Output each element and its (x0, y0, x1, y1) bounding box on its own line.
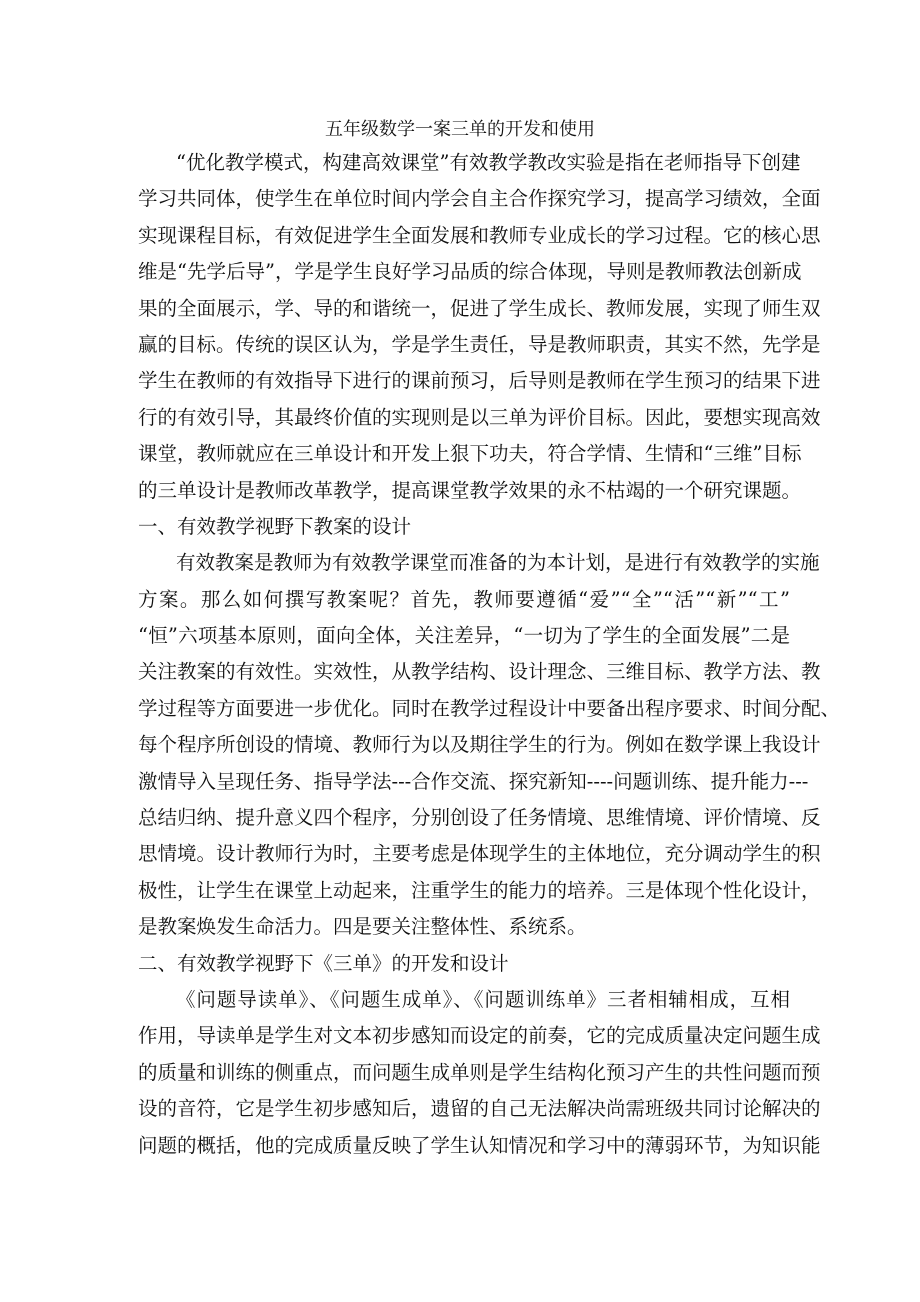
paragraph-2 (138, 545, 841, 945)
text-line: “优化教学模式，构建高效课堂”有效教学教改实验是指在老师指导下创建 (176, 151, 801, 174)
text-line: 学生在教师的有效指导下进行的课前预习，后导则是教师在学生预习的结果下进 (138, 369, 821, 393)
section-heading-2: 二、有效教学视野下《三单》的开发和设计 (138, 951, 509, 975)
text-line: 赢的目标。传统的误区认为，学是学生责任，导是教师职责，其实不然，先学是 (138, 332, 821, 356)
text-line: 学过程等方面要进一步优化。同时在教学过程设计中要备出程序要求、时间分配、 (138, 696, 841, 720)
document-title: 五年级数学一案三单的开发和使用 (325, 119, 595, 140)
text-line: 的三单设计是教师改革教学，提高课堂教学效果的永不枯竭的一个研究课题。 (138, 478, 802, 502)
text-line: 是教案焕发生命活力。四是要关注整体性、系统系。 (138, 915, 587, 939)
section-heading-1: 一、有效教学视野下教案的设计 (138, 514, 412, 538)
text-line: 《问题导读单》、《问题生成单》、《问题训练单》三者相辅相成，互相 (176, 987, 790, 1011)
text-line: 学习共同体，使学生在单位时间内学会自主合作探究学习，提高学习绩效，全面 (138, 187, 821, 211)
paragraph-3 (138, 982, 821, 1164)
text-line: 课堂，教师就应在三单设计和开发上狠下功夫，符合学情、生情和“三维”目标 (138, 442, 802, 466)
text-line: 关注教案的有效性。实效性，从教学结构、设计理念、三维目标、教学方法、教 (138, 660, 821, 684)
paragraph-1 (138, 145, 821, 509)
text-line: 激情导入呈现任务、指导学法---合作交流、探究新知----问题训练、提升能力--- (138, 769, 809, 793)
text-line: 方案。那么如何撰写教案呢？首先，教师要遵循“爱”“全”“活”“新”“工” (138, 587, 790, 611)
text-line: 问题的概括，他的完成质量反映了学生认知情况和学习中的薄弱环节，为知识能 (138, 1133, 821, 1157)
text-line: 实现课程目标，有效促进学生全面发展和教师专业成长的学习过程。它的核心思 (138, 223, 821, 247)
text-line: 总结归纳、提升意义四个程序，分别创设了任务情境、思维情境、评价情境、反 (138, 806, 821, 830)
text-line: 维是“先学后导”，学是学生良好学习品质的综合体现，导则是教师教法创新成 (138, 260, 802, 284)
text-line: “恒”六项基本原则，面向全体，关注差异，“一切为了学生的全面发展”二是 (138, 624, 790, 648)
text-line: 作用，导读单是学生对文本初步感知而设定的前奏，它的完成质量决定问题生成 (138, 1024, 821, 1048)
text-line: 行的有效引导，其最终价值的实现则是以三单为评价目标。因此，要想实现高效 (138, 405, 821, 429)
document-body (138, 145, 841, 1164)
text-line: 的质量和训练的侧重点，而问题生成单则是学生结构化预习产生的共性问题而预 (138, 1060, 821, 1084)
text-line: 果的全面展示，学、导的和谐统一，促进了学生成长、教师发展，实现了师生双 (138, 296, 821, 320)
text-line: 每个程序所创设的情境、教师行为以及期往学生的行为。例如在数学课上我设计 (138, 733, 821, 757)
text-line: 有效教案是教师为有效教学课堂而准备的为本计划，是进行有效教学的实施 (176, 551, 820, 575)
text-line: 思情境。设计教师行为时，主要考虑是体现学生的主体地位，充分调动学生的积 (138, 842, 821, 866)
text-line: 极性，让学生在课堂上动起来，注重学生的能力的培养。三是体现个性化设计， (138, 878, 821, 902)
text-line: 设的音符，它是学生初步感知后，遗留的自己无法解决尚需班级共同讨论解决的 (138, 1097, 821, 1121)
